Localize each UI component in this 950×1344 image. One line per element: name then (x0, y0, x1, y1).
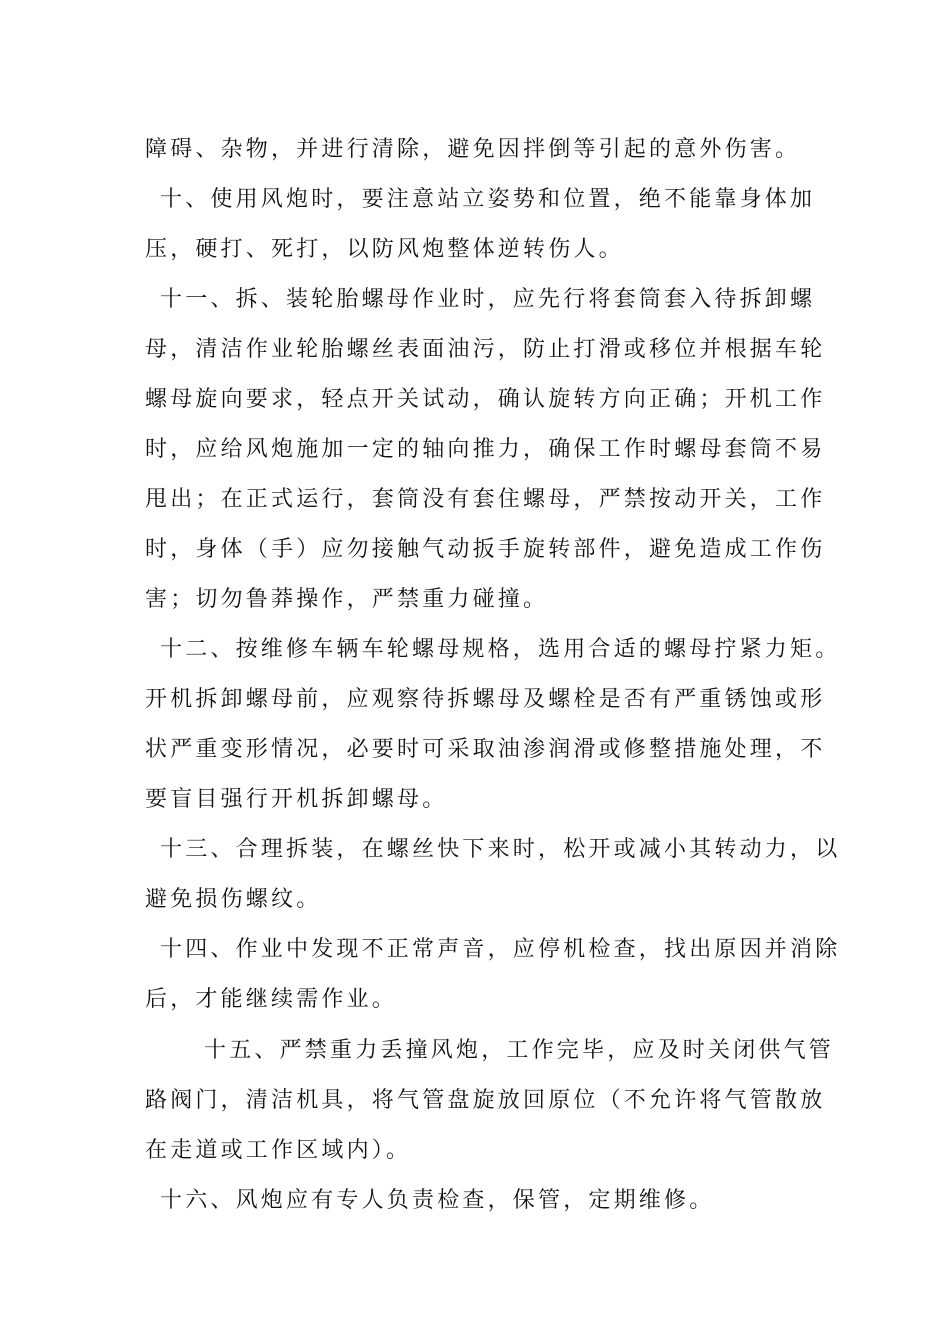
text-line: 后，才能继续需作业。 (145, 987, 398, 1012)
text-line: 十、使用风炮时，要注意站立姿势和位置，绝不能靠身体加 (160, 187, 816, 212)
text-line: 在走道或工作区域内）。 (145, 1138, 412, 1163)
text-line: 十二、按维修车辆车轮螺母规格，选用合适的螺母拧紧力矩。 (160, 637, 841, 662)
text-line: 十一、拆、装轮胎螺母作业时，应先行将套筒套入待拆卸螺 (160, 287, 816, 312)
text-line: 开机拆卸螺母前，应观察待拆螺母及螺栓是否有严重锈蚀或形 (145, 687, 826, 712)
text-line: 甩出；在正式运行，套筒没有套住螺母，严禁按动开关，工作 (145, 487, 826, 512)
text-line: 十五、严禁重力丢撞风炮，工作完毕，应及时关闭供气管 (204, 1038, 835, 1063)
text-line: 要盲目强行开机拆卸螺母。 (145, 787, 448, 812)
text-line: 十六、风炮应有专人负责检查，保管，定期维修。 (160, 1188, 715, 1213)
text-line: 母，清洁作业轮胎螺丝表面油污，防止打滑或移位并根据车轮 (145, 337, 826, 362)
text-line: 时，应给风炮施加一定的轴向推力，确保工作时螺母套筒不易 (145, 437, 826, 462)
text-line: 时，身体（手）应勿接触气动扳手旋转部件，避免造成工作伤 (145, 537, 826, 562)
text-line: 路阀门，清洁机具，将气管盘旋放回原位（不允许将气管散放 (145, 1088, 826, 1113)
text-line: 十三、合理拆装，在螺丝快下来时，松开或减小其转动力，以 (160, 837, 841, 862)
text-line: 压，硬打、死打，以防风炮整体逆转伤人。 (145, 237, 624, 262)
text-line: 状严重变形情况，必要时可采取油渗润滑或修整措施处理，不 (145, 737, 826, 762)
text-line: 十四、作业中发现不正常声音，应停机检查，找出原因并消除 (160, 937, 841, 962)
text-line: 害；切勿鲁莽操作，严禁重力碰撞。 (145, 587, 549, 612)
text-line: 避免损伤螺纹。 (145, 887, 322, 912)
text-line: 螺母旋向要求，轻点开关试动，确认旋转方向正确；开机工作 (145, 387, 826, 412)
text-line: 障碍、杂物，并进行清除，避免因拌倒等引起的意外伤害。 (145, 137, 801, 162)
